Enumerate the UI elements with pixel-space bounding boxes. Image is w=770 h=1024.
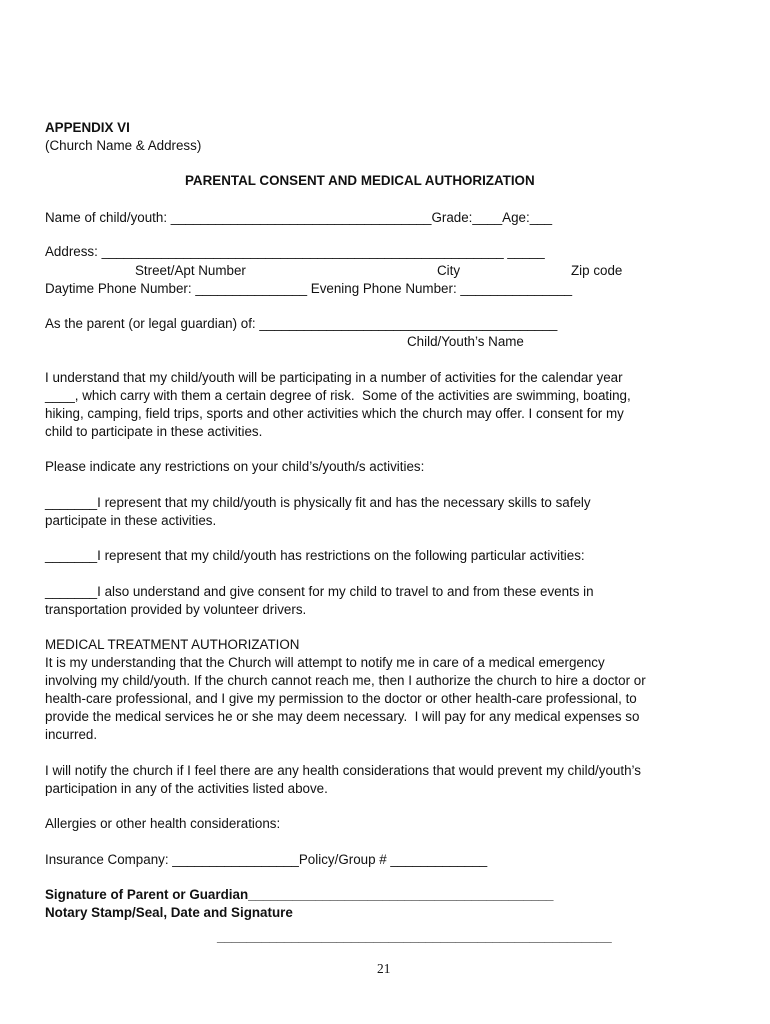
notary-signature-field[interactable]: _____________________________________________________ bbox=[217, 929, 612, 944]
parent-of-field[interactable]: As the parent (or legal guardian) of: ________________________________________ bbox=[45, 316, 558, 331]
option-line: participate in these activities. bbox=[45, 513, 217, 528]
option-line: _______I represent that my child/youth is physically fit and has the necessary skills to safely bbox=[45, 495, 591, 510]
paragraph-line: health-care professional, and I give my permission to the doctor or other health-care professional, to bbox=[45, 691, 637, 706]
option-line: _______I also understand and give consent for my child to travel to and from these events in bbox=[45, 584, 594, 599]
page-number: 21 bbox=[377, 961, 391, 976]
option-line: transportation provided by volunteer drivers. bbox=[45, 602, 307, 617]
paragraph-line: participation in any of the activities listed above. bbox=[45, 781, 328, 796]
medical-heading: MEDICAL TREATMENT AUTHORIZATION bbox=[45, 637, 300, 652]
appendix-heading: APPENDIX VI bbox=[45, 120, 130, 135]
child-name-field[interactable]: Name of child/youth: ___________________________________Grade:____Age:___ bbox=[45, 210, 553, 225]
paragraph-line: incurred. bbox=[45, 727, 98, 742]
restrictions-prompt: Please indicate any restrictions on your child’s/youth/s activities: bbox=[45, 459, 425, 474]
address-field[interactable]: Address: ______________________________________________________ _____ bbox=[45, 244, 545, 259]
church-name-address: (Church Name & Address) bbox=[45, 138, 202, 153]
paragraph-line: involving my child/youth. If the church cannot reach me, then I authorize the church to hire a doctor or bbox=[45, 673, 646, 688]
parent-signature-field[interactable]: Signature of Parent or Guardian_________________________________________ bbox=[45, 887, 554, 902]
paragraph-line: ____, which carry with them a certain degree of risk. Some of the activities are swimming, boating, bbox=[45, 388, 631, 403]
paragraph-line: It is my understanding that the Church will attempt to notify me in care of a medical emergency bbox=[45, 655, 605, 670]
insurance-fields[interactable]: Insurance Company: _________________Policy/Group # _____________ bbox=[45, 852, 488, 867]
paragraph-line: I will notify the church if I feel there are any health considerations that would prevent my child/youth’s bbox=[45, 763, 641, 778]
allergies-field[interactable]: Allergies or other health considerations: bbox=[45, 816, 281, 831]
city-label: City bbox=[437, 263, 461, 278]
phone-fields[interactable]: Daytime Phone Number: _______________ Evening Phone Number: _______________ bbox=[45, 281, 573, 296]
option-has-restrictions[interactable]: _______I represent that my child/youth has restrictions on the following particular activities: bbox=[45, 548, 585, 563]
paragraph-line: provide the medical services he or she may deem necessary. I will pay for any medical expenses so bbox=[45, 709, 640, 724]
street-label: Street/Apt Number bbox=[135, 263, 246, 278]
zip-code-label: Zip code bbox=[571, 263, 623, 278]
paragraph-line: I understand that my child/youth will be participating in a number of activities for the calendar year bbox=[45, 370, 623, 385]
notary-label: Notary Stamp/Seal, Date and Signature bbox=[45, 905, 293, 920]
paragraph-line: child to participate in these activities. bbox=[45, 424, 263, 439]
paragraph-line: hiking, camping, field trips, sports and other activities which the church may offer. I consent for my bbox=[45, 406, 624, 421]
form-title: PARENTAL CONSENT AND MEDICAL AUTHORIZATION bbox=[185, 173, 535, 188]
child-youth-name-label: Child/Youth’s Name bbox=[407, 334, 524, 349]
